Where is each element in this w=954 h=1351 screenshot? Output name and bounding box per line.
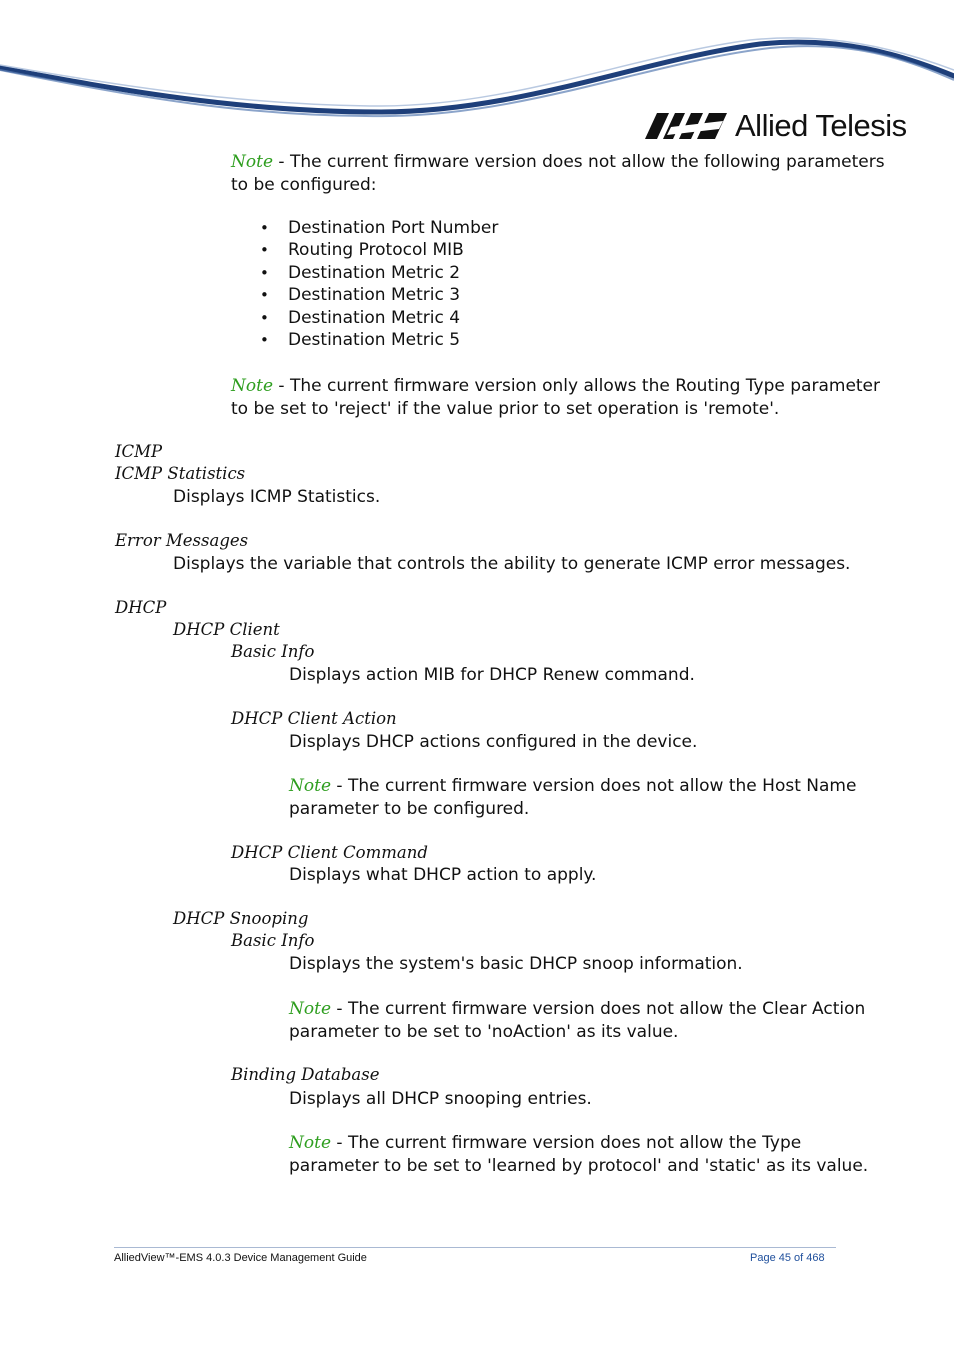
client-command-desc: Displays what DHCP action to apply. bbox=[289, 865, 597, 885]
routing-note-text-1: - The current firmware version only allows the Routing Type parameter bbox=[273, 376, 881, 396]
note-label: Note bbox=[289, 776, 332, 796]
list-item: • Destination Metric 2 bbox=[258, 262, 498, 284]
routing-type-note bbox=[231, 375, 880, 420]
client-action-note-text-2: parameter to be configured. bbox=[289, 798, 530, 819]
intro-note-text-1: - The current firmware version does not allow the following parameters bbox=[273, 152, 885, 172]
dhcp-snooping-heading: DHCP Snooping bbox=[173, 909, 309, 928]
ati-stripes-icon bbox=[645, 111, 727, 141]
footer-divider bbox=[114, 1247, 836, 1248]
dhcp-heading: DHCP bbox=[115, 598, 167, 617]
logo-text: Allied Telesis bbox=[735, 108, 907, 143]
snooping-basic-note bbox=[289, 998, 865, 1043]
snooping-basic-info-desc: Displays the system's basic DHCP snoop information. bbox=[289, 954, 743, 974]
footer-page-number: Page 45 of 468 bbox=[750, 1252, 825, 1264]
list-item: • Destination Port Number bbox=[258, 217, 498, 239]
client-basic-info-heading: Basic Info bbox=[231, 642, 315, 661]
snooping-basic-note-text-1: - The current firmware version does not allow the Clear Action bbox=[331, 999, 866, 1019]
error-messages-desc: Displays the variable that controls the ability to generate ICMP error messages. bbox=[173, 554, 851, 574]
snooping-basic-info-heading: Basic Info bbox=[231, 931, 315, 950]
icmp-statistics-heading: ICMP Statistics bbox=[115, 464, 246, 483]
binding-note-text-2: parameter to be set to 'learned by protocol' and 'static' as its value. bbox=[289, 1155, 869, 1176]
list-item: • Destination Metric 4 bbox=[258, 307, 498, 329]
client-action-heading: DHCP Client Action bbox=[231, 709, 397, 728]
icmp-heading: ICMP bbox=[115, 442, 163, 461]
dhcp-client-heading: DHCP Client bbox=[173, 620, 280, 639]
intro-note bbox=[231, 151, 885, 196]
allied-telesis-logo bbox=[645, 108, 907, 144]
note-label: Note bbox=[231, 376, 274, 396]
snooping-basic-note-text-2: parameter to be set to 'noAction' as its value. bbox=[289, 1021, 679, 1042]
list-item: • Destination Metric 3 bbox=[258, 284, 498, 306]
list-item: • Routing Protocol MIB bbox=[258, 239, 498, 261]
error-messages-heading: Error Messages bbox=[115, 531, 249, 550]
icmp-statistics-desc: Displays ICMP Statistics. bbox=[173, 487, 381, 507]
binding-note-text-1: - The current firmware version does not allow the Type bbox=[331, 1133, 802, 1153]
client-command-heading: DHCP Client Command bbox=[231, 843, 428, 862]
unsupported-parameters-list bbox=[258, 217, 498, 351]
client-action-note bbox=[289, 775, 856, 820]
note-label: Note bbox=[289, 999, 332, 1019]
binding-database-note bbox=[289, 1132, 868, 1177]
binding-database-desc: Displays all DHCP snooping entries. bbox=[289, 1089, 592, 1109]
client-action-note-text-1: - The current firmware version does not allow the Host Name bbox=[331, 776, 857, 796]
note-label: Note bbox=[289, 1133, 332, 1153]
routing-note-text-2: to be set to 'reject' if the value prior to set operation is 'remote'. bbox=[231, 398, 780, 419]
client-basic-info-desc: Displays action MIB for DHCP Renew command. bbox=[289, 665, 695, 685]
footer-guide-title: AlliedView™-EMS 4.0.3 Device Management Guide bbox=[114, 1252, 367, 1264]
binding-database-heading: Binding Database bbox=[231, 1065, 380, 1084]
intro-note-text-2: to be configured: bbox=[231, 174, 377, 195]
note-label: Note bbox=[231, 152, 274, 172]
client-action-desc: Displays DHCP actions configured in the device. bbox=[289, 732, 698, 752]
list-item: • Destination Metric 5 bbox=[258, 329, 498, 351]
